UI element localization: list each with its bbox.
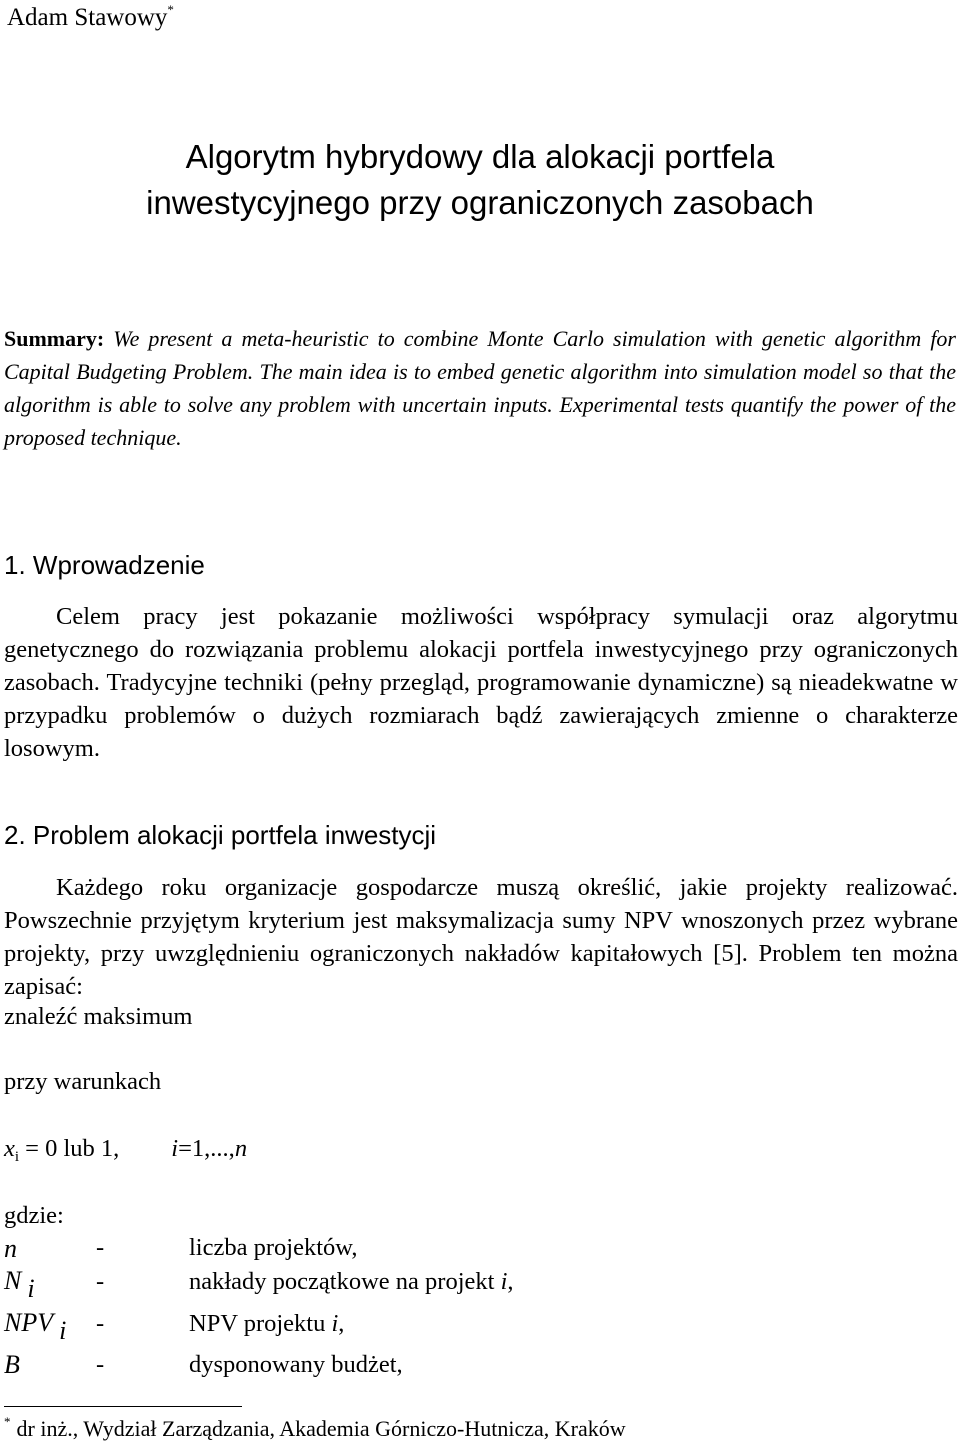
conditions-line: przy warunkach [4,1068,162,1095]
definition-text: nakłady początkowe na projekt i, [189,1268,514,1295]
definition-text: liczba projektów, [189,1234,358,1261]
footnote: * dr inż., Wydział Zarządzania, Akademia Górniczo-Hutnicza, Kraków [4,1414,626,1441]
definition-text: NPV projektu i, [189,1310,345,1337]
section-1-paragraph: Celem pracy jest pokazanie możliwości współpracy symulacji oraz algorytmu genetycznego do rozwiązania problemu alokacji portfela inwestycyjnego przy ograniczonych zasobach. Tradycyjne techniki (pełny przegląd, programowanie dynamiczne) są nieadekwatne w przypadku problemów o dużych rozmiarach bądź zawierających zmienne o charakterze losowym. [4,603,958,762]
section-1-heading: 1. Wprowadzenie [4,550,205,580]
definition-dash: - [96,1310,105,1337]
definition-dash: - [96,1351,105,1378]
definition-symbol: B [4,1350,20,1379]
definition-symbol: NPV i [4,1308,67,1345]
author-name: Adam Stawowy* [7,2,174,31]
definition-dash: - [96,1268,105,1295]
definition-dash: - [96,1234,105,1261]
definition-text: dysponowany budżet, [189,1351,403,1378]
summary-abstract [4,322,956,454]
definition-symbol: N i [4,1266,35,1303]
where-label: gdzie: [4,1202,64,1229]
paper-title-line-1: Algorytm hybrydowy dla alokacji portfela [185,138,775,175]
find-maximum-line: znaleźć maksimum [4,1003,193,1030]
definition-symbol: n [4,1234,17,1263]
summary-label: Summary: [4,326,105,351]
section-2-heading: 2. Problem alokacji portfela inwestycji [4,820,437,850]
constraint-equation: $x_i = 0$ lub 1, i=1,...,n [4,1135,248,1165]
footnote-rule [4,1406,242,1407]
section-2-paragraph: Każdego roku organizacje gospodarcze muszą określić, jakie projekty realizować. Powszechnie przyjętym kryterium jest maksymalizacja sumy NPV wnoszonych przez wybrane projekty, przy uwzględnieniu ograniczonych nakładów kapitałowych [5]. Problem ten można zapisać: [4,874,958,1000]
paper-title-line-2: inwestycyjnego przy ograniczonych zasobach [146,184,814,221]
summary-text: We present a meta-heuristic to combine Monte Carlo simulation with genetic algorithm for Capital Budgeting Problem. The main idea is to embed genetic algorithm into simulation model so that the algorithm is able to solve any problem with uncertain inputs. Experimental tests quantify the power of the proposed technique. [4,326,956,450]
